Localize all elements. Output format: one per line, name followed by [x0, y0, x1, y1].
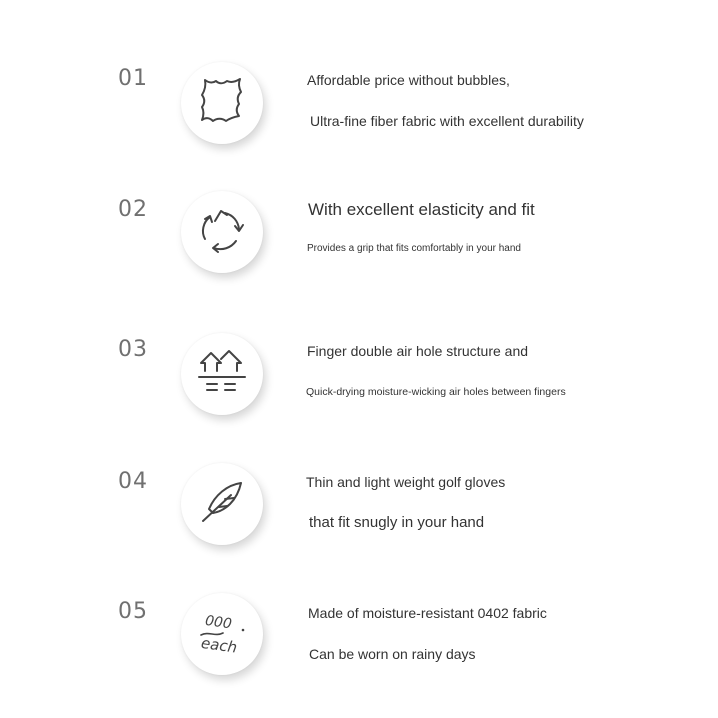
icon-badge — [181, 333, 263, 415]
icon-badge — [181, 191, 263, 273]
icon-badge — [181, 593, 263, 675]
feature-item-04 — [0, 469, 718, 579]
recycle-arrows-icon — [181, 191, 263, 273]
feature-line-primary: With excellent elasticity and fit — [308, 200, 535, 219]
icon-count-text: 000 — [204, 612, 233, 633]
icon-badge — [181, 62, 263, 144]
feature-line-secondary: that fit snugly in your hand — [309, 514, 485, 531]
feature-item-05 — [0, 599, 718, 709]
feature-item-03 — [0, 337, 718, 447]
feature-line-primary: Affordable price without bubbles, — [307, 72, 510, 88]
each-quantity-icon — [181, 593, 263, 675]
feature-number: 05 — [118, 599, 148, 624]
feature-line-secondary: Quick-drying moisture-wicking air holes between fingers — [306, 386, 566, 398]
feature-item-02 — [0, 197, 718, 307]
icon-each-text: each — [199, 633, 239, 657]
feature-icon — [181, 463, 263, 545]
feature-line-primary: Made of moisture-resistant 0402 fabric — [308, 605, 547, 621]
feature-line-secondary: Provides a grip that fits comfortably in your hand — [307, 243, 521, 254]
feature-line-primary: Finger double air hole structure and — [307, 343, 529, 359]
feature-line-primary: Thin and light weight golf gloves — [306, 474, 506, 490]
feature-number: 04 — [118, 469, 148, 494]
icon-badge — [181, 463, 263, 545]
feature-line-secondary: Ultra-fine fiber fabric with excellent durability — [310, 113, 584, 129]
leather-hide-icon — [181, 62, 263, 144]
feature-line-secondary: Can be worn on rainy days — [309, 646, 476, 662]
feature-number: 02 — [118, 197, 148, 222]
feature-number: 03 — [118, 337, 148, 362]
breathable-arrows-icon — [181, 333, 263, 415]
feature-item-01 — [0, 66, 718, 176]
feature-number: 01 — [118, 66, 148, 91]
